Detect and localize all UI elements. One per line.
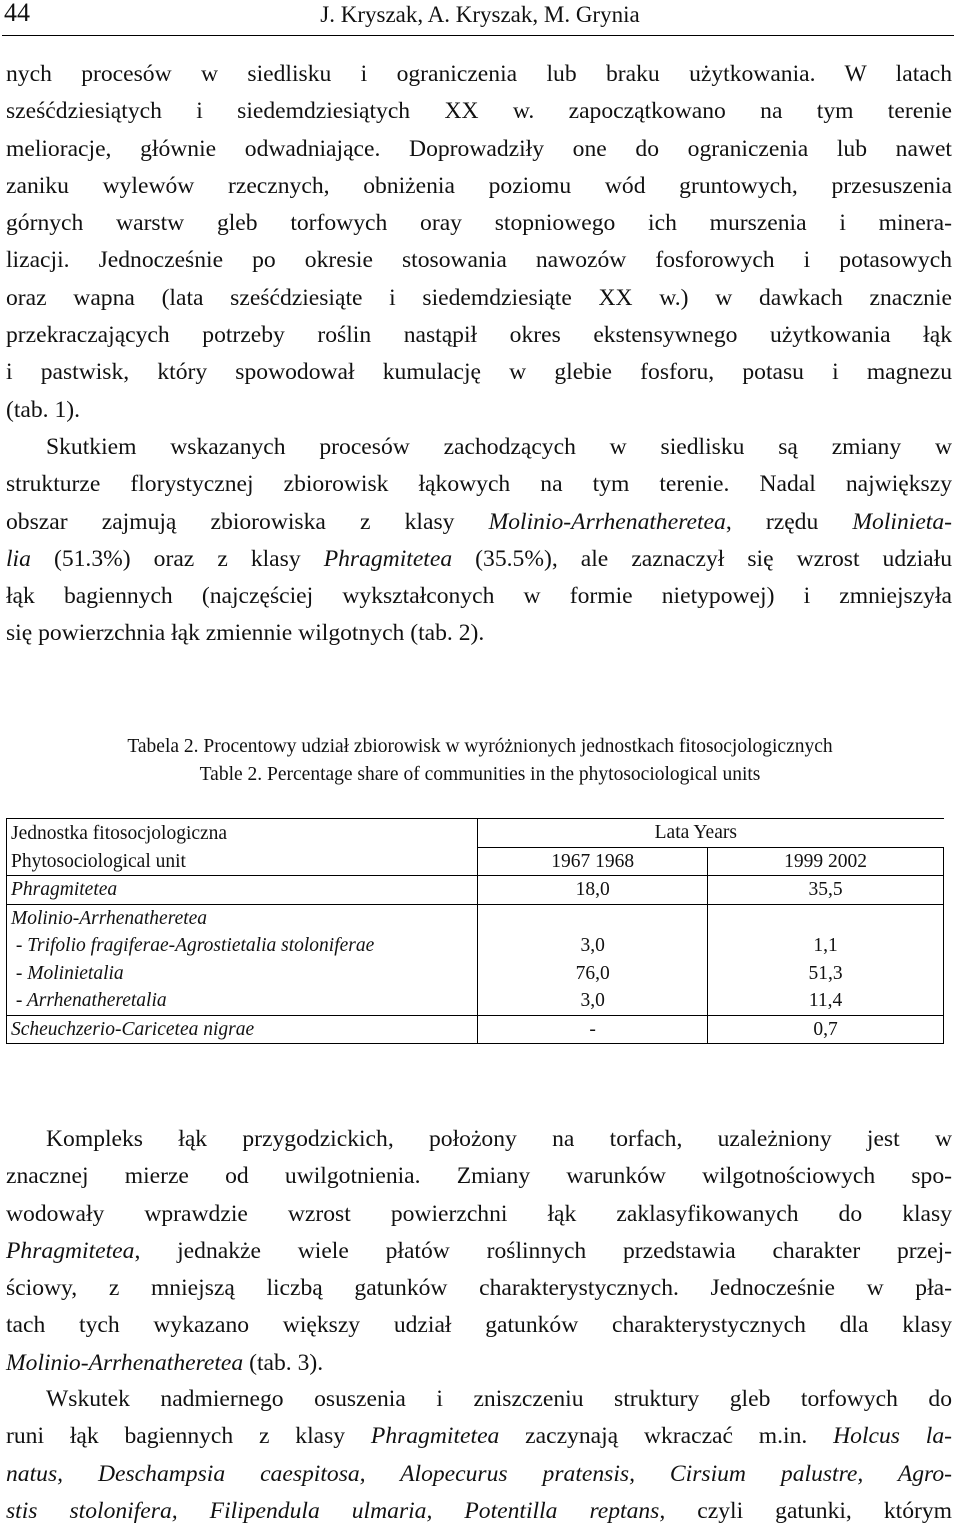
text-line: Skutkiem wskazanych procesów zachodzących w siedlisku są zmiany w bbox=[46, 434, 952, 460]
text-line: tach tych wykazano większy udział gatunków charakterystycznych dla klasy bbox=[6, 1312, 952, 1339]
text-line: nych procesów w siedlisku i ograniczenia lub braku użytkowania. W latach bbox=[6, 61, 952, 87]
row-value-1967: 76,0 bbox=[478, 960, 708, 988]
header-rule bbox=[2, 35, 954, 36]
text-line: górnych warstw gleb torfowych oray stopniowego ich murszenia i minera- bbox=[6, 210, 952, 237]
taxon-name: natus, Deschampsia caespitosa, Alopecurus pratensis, Cirsium palustre, Agro- bbox=[6, 1460, 952, 1487]
row-name: Phragmitetea bbox=[11, 879, 118, 900]
text-line: ściowy, z mniejszą liczbą gatunków charakterystycznych. Jednocześnie w pła- bbox=[6, 1275, 952, 1302]
text-line: zaniku wylewów rzecznych, obniżenia poziomu wód gruntowych, przesuszenia bbox=[6, 172, 952, 199]
row-value-1999: 1,1 bbox=[708, 932, 944, 960]
text-run: (51.3%) oraz z klasy bbox=[30, 545, 324, 572]
header-unit-pl: Jednostka fitosocjologiczna bbox=[7, 819, 478, 848]
text-run: (tab. 3). bbox=[243, 1349, 324, 1376]
taxon-name: lia bbox=[6, 545, 31, 572]
taxon-name: Phragmitetea bbox=[370, 1423, 500, 1450]
text-run: czyli gatunki, którym bbox=[665, 1497, 953, 1524]
row-value-1967: 18,0 bbox=[478, 876, 708, 905]
taxon-name: Molinieta- bbox=[852, 508, 952, 535]
row-value-1967: 3,0 bbox=[478, 932, 708, 960]
header-years bbox=[478, 819, 944, 848]
table-header-row bbox=[7, 819, 944, 848]
row-value-1999: 11,4 bbox=[708, 987, 944, 1015]
text-run: (35.5%), ale zaznaczył się wzrost udziału bbox=[452, 545, 952, 572]
row-name: Molinio-Arrhenatheretea bbox=[11, 907, 208, 929]
table-row bbox=[7, 1015, 944, 1044]
text-line: sześćdziesiątych i siedemdziesiątych XX w. zapoczątkowano na tym terenie bbox=[6, 98, 952, 125]
text-run: , jednakże wiele płatów roślinnych przedstawia charakter przej- bbox=[134, 1237, 952, 1264]
text-line bbox=[6, 1493, 952, 1530]
paragraph-2 bbox=[6, 429, 952, 653]
text-run: runi łąk bagiennych z klasy bbox=[6, 1423, 371, 1450]
text-line: Wskutek nadmiernego osuszenia i zniszczeniu struktury gleb torfowych do bbox=[46, 1386, 952, 1412]
text-line: znacznej mierze od uwilgotnienia. Zmiany warunków wilgotnościowych spo- bbox=[6, 1163, 952, 1190]
row-value-1967: 3,0 bbox=[478, 987, 708, 1015]
taxon-name: Phragmitetea bbox=[6, 1237, 135, 1264]
text-run: , rzędu bbox=[725, 508, 853, 535]
row-value-1999 bbox=[708, 904, 944, 932]
row-name: - Trifolio fragiferae-Agrostietalia stoloniferae bbox=[11, 935, 375, 956]
row-value-1999: 51,3 bbox=[708, 960, 944, 988]
table-row bbox=[7, 987, 944, 1015]
table-row bbox=[7, 904, 944, 932]
table-subheader-row bbox=[7, 847, 944, 876]
text-line: wodowały wprawdzie wzrost powierzchni łąk zaklasyfikowanych do klasy bbox=[6, 1200, 952, 1227]
table-row bbox=[7, 876, 944, 905]
header-unit-en: Phytosociological unit bbox=[7, 847, 478, 876]
paragraph-4 bbox=[6, 1381, 952, 1530]
text-run: zaczynają wkraczać m.in. bbox=[499, 1423, 834, 1450]
text-line bbox=[6, 541, 952, 578]
table-caption-en: Table 2. Percentage share of communities in the phytosociological units bbox=[199, 764, 761, 785]
text-line: Kompleks łąk przygodzickich, położony na torfach, uzależniony jest w bbox=[46, 1126, 952, 1152]
page-number: 44 bbox=[4, 0, 30, 27]
row-value-1967: - bbox=[478, 1015, 708, 1044]
text-line: i pastwisk, który spowodował kumulację w glebie fosforu, potasu i magnezu bbox=[6, 359, 952, 386]
paragraph-1 bbox=[6, 56, 952, 429]
header-year-2: 1999 2002 bbox=[708, 847, 944, 876]
text-line: oraz wapna (lata sześćdziesiąte i siedemdziesiąte XX w.) w dawkach znacznie bbox=[6, 284, 952, 311]
paragraph-3 bbox=[6, 1121, 952, 1382]
taxon-name: Molinio-Arrhenatheretea bbox=[6, 1349, 244, 1376]
taxon-name: Phragmitetea bbox=[323, 545, 453, 572]
running-header-authors: J. Kryszak, A. Kryszak, M. Grynia bbox=[320, 2, 640, 27]
header-years-label: Lata Years bbox=[654, 822, 737, 843]
table-row bbox=[7, 932, 944, 960]
text-line bbox=[6, 1345, 952, 1382]
text-line bbox=[6, 1233, 952, 1270]
text-line: łąk bagiennych (najczęściej wykształconych w formie nietypowej) i zmniejszyła bbox=[6, 583, 952, 610]
row-value-1967 bbox=[478, 904, 708, 932]
row-value-1999: 0,7 bbox=[708, 1015, 944, 1044]
row-value-1999: 35,5 bbox=[708, 876, 944, 905]
row-name: - Molinietalia bbox=[11, 962, 124, 984]
text-line bbox=[6, 1418, 952, 1455]
row-name: - Arrhenatheretalia bbox=[11, 990, 167, 1011]
text-line: strukturze florystycznej zbiorowisk łąkowych na tym terenie. Nadal największy bbox=[6, 471, 952, 498]
taxon-name: Holcus la- bbox=[833, 1423, 952, 1450]
text-line: melioracje, głównie odwadniające. Doprowadziły one do ograniczenia lub nawet bbox=[6, 135, 952, 162]
row-name: Scheuchzerio-Caricetea nigrae bbox=[11, 1018, 255, 1040]
text-line bbox=[6, 1456, 952, 1493]
taxon-name: Molinio-Arrhenatheretea bbox=[488, 508, 726, 535]
table-caption-pl: Tabela 2. Procentowy udział zbiorowisk w wyróżnionych jednostkach fitosocjologicznych bbox=[127, 736, 833, 757]
taxon-name: stis stolonifera, Filipendula ulmaria, Potentilla reptans, bbox=[6, 1497, 666, 1524]
text-line: (tab. 1). bbox=[6, 396, 81, 423]
text-line: się powierzchnia łąk zmiennie wilgotnych (tab. 2). bbox=[6, 620, 485, 647]
text-line: przekraczających potrzeby roślin nastąpił okres ekstensywnego użytkowania łąk bbox=[6, 322, 952, 349]
table-row bbox=[7, 960, 944, 988]
header-year-1: 1967 1968 bbox=[478, 847, 708, 876]
page-header bbox=[0, 0, 960, 38]
text-run: obszar zajmują zbiorowiska z klasy bbox=[6, 508, 489, 535]
text-line: lizacji. Jednocześnie po okresie stosowania nawozów fosforowych i potasowych bbox=[6, 247, 952, 274]
text-line bbox=[6, 504, 952, 541]
phytosociological-table bbox=[6, 818, 944, 1044]
